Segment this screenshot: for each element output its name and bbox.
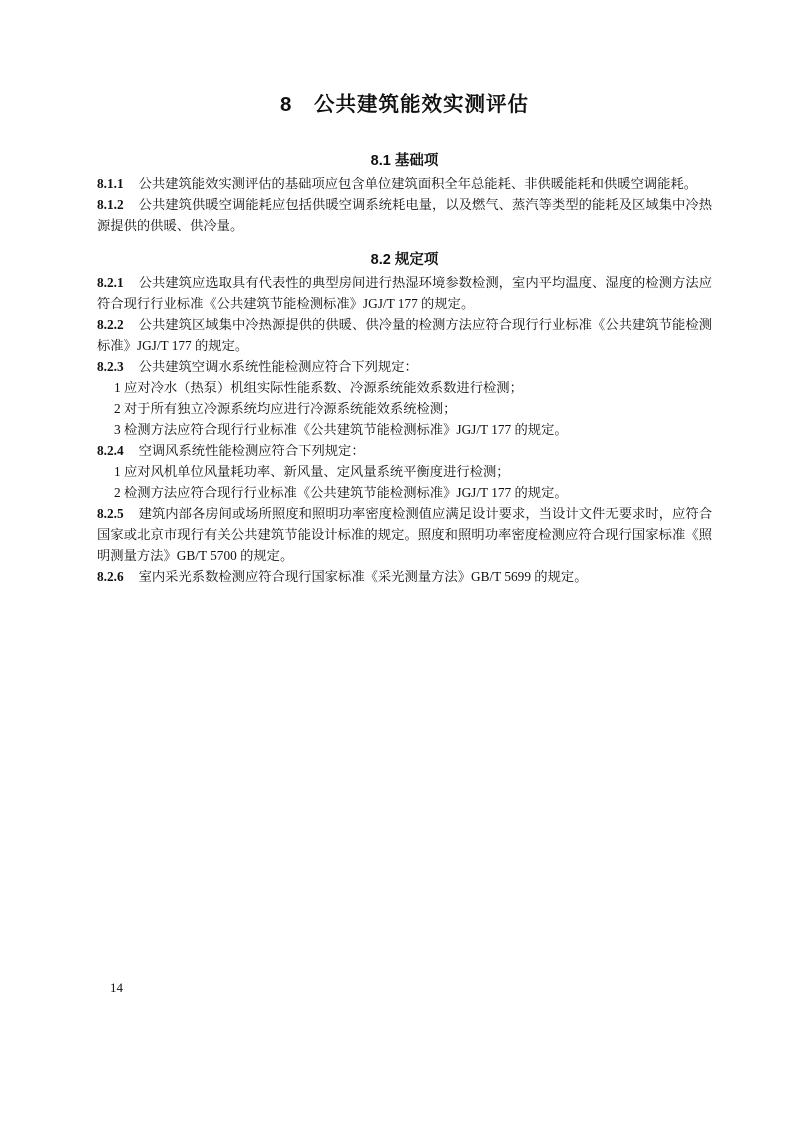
clause-number: 8.2.6 (97, 569, 124, 584)
clause-text: 公共建筑空调水系统性能检测应符合下列规定： (138, 359, 418, 374)
clause-text: 室内采光系数检测应符合现行国家标准《采光测量方法》GB/T 5699 的规定。 (138, 569, 588, 584)
clause-8-2-3 (97, 356, 712, 377)
chapter-title: 8 公共建筑能效实测评估 (280, 93, 529, 116)
clause-text: 公共建筑供暖空调能耗应包括供暖空调系统耗电量，以及燃气、蒸汽等类型的能耗及区域集中冷热源提供的供暖、供冷量。 (97, 197, 712, 233)
section-heading-8-2: 8.2 规定项 (370, 252, 439, 268)
clause-8-2-3-item-3: 3 检测方法应符合现行行业标准《公共建筑节能检测标准》JGJ/T 177 的规定。 (114, 422, 568, 437)
clause-number: 8.2.5 (97, 506, 124, 521)
clause-text: 公共建筑能效实测评估的基础项应包含单位建筑面积全年总能耗、非供暖能耗和供暖空调能耗。 (138, 176, 698, 191)
clause-8-1-1 (97, 173, 712, 194)
clause-text: 空调风系统性能检测应符合下列规定： (138, 443, 365, 458)
clause-number: 8.2.3 (97, 359, 124, 374)
clause-8-2-1 (97, 272, 712, 314)
clause-text: 公共建筑应选取具有代表性的典型房间进行热湿环境参数检测，室内平均温度、湿度的检测方法应符合现行行业标准《公共建筑节能检测标准》JGJ/T 177 的规定。 (97, 275, 712, 311)
clause-8-2-5 (97, 503, 712, 566)
clause-8-2-4-item-1: 1 应对风机单位风量耗功率、新风量、定风量系统平衡度进行检测； (114, 464, 510, 479)
clause-text: 建筑内部各房间或场所照度和照明功率密度检测值应满足设计要求，当设计文件无要求时，应符合国家或北京市现行有关公共建筑节能设计标准的规定。照度和照明功率密度检测应符合现行国家标准《照明测量方法》GB/T 5700 的规定。 (97, 506, 712, 563)
clause-number: 8.1.1 (97, 176, 124, 191)
clause-8-2-3-item-2: 2 对于所有独立冷源系统均应进行冷源系统能效系统检测； (114, 401, 457, 416)
clause-8-2-6 (97, 566, 712, 587)
clause-8-1-2 (97, 194, 712, 236)
clause-text: 公共建筑区域集中冷热源提供的供暖、供冷量的检测方法应符合现行行业标准《公共建筑节能检测标准》JGJ/T 177 的规定。 (97, 317, 712, 353)
clause-number: 8.1.2 (97, 197, 124, 212)
clause-8-2-3-item-1: 1 应对冷水（热泵）机组实际性能系数、冷源系统能效系数进行检测； (114, 380, 523, 395)
clause-number: 8.2.1 (97, 275, 124, 290)
clause-8-2-4 (97, 440, 712, 461)
clause-number: 8.2.4 (97, 443, 124, 458)
clause-number: 8.2.2 (97, 317, 124, 332)
clause-8-2-2 (97, 314, 712, 356)
section-heading-8-1: 8.1 基础项 (370, 153, 439, 169)
clause-8-2-4-item-2: 2 检测方法应符合现行行业标准《公共建筑节能检测标准》JGJ/T 177 的规定。 (114, 485, 568, 500)
page-number: 14 (110, 980, 123, 995)
